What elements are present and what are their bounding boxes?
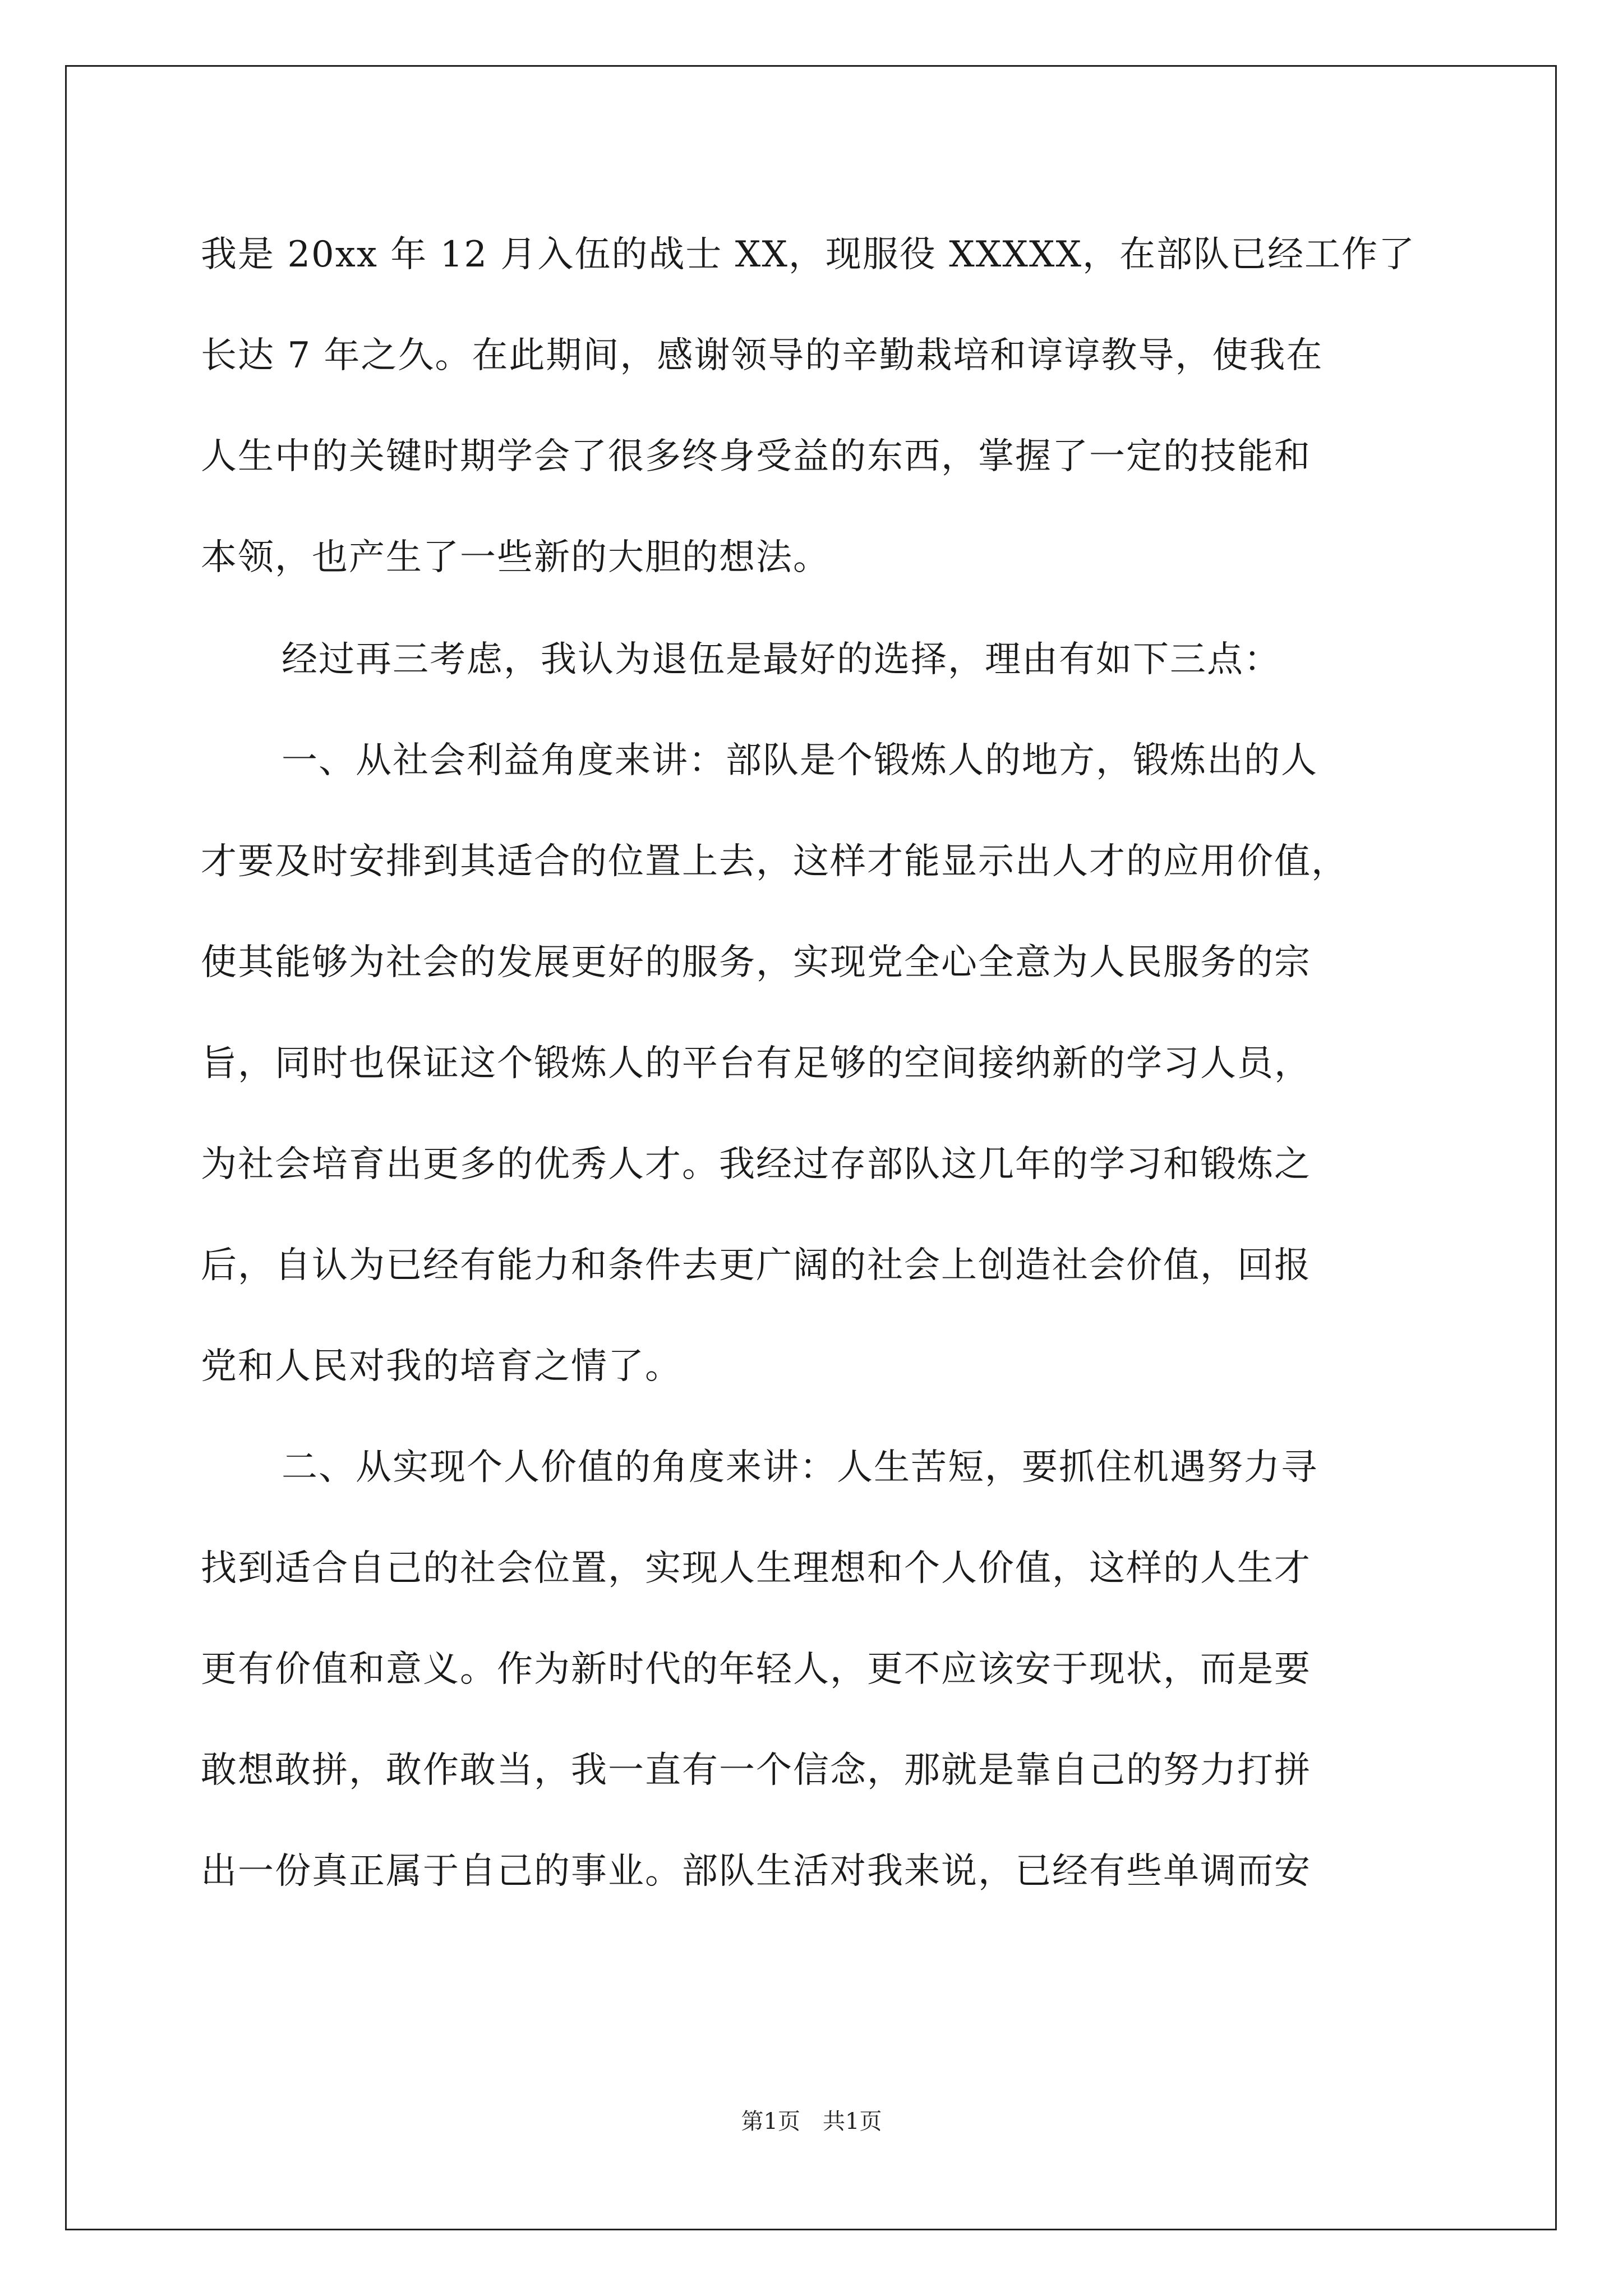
- paragraph-line: 才要及时安排到其适合的位置上去，这样才能显示出人才的应用价值，: [201, 841, 1348, 882]
- paragraph-line: 使其能够为社会的发展更好的服务，实现党全心全意为人民服务的宗: [201, 942, 1311, 983]
- paragraph-line: 人生中的关键时期学会了很多终身受益的东西，掌握了一定的技能和: [201, 436, 1311, 477]
- paragraph-line: 敢想敢拼，敢作敢当，我一直有一个信念，那就是靠自己的努力打拼: [201, 1750, 1311, 1791]
- paragraph-line: 找到适合自己的社会位置，实现人生理想和个人价值，这样的人生才: [201, 1548, 1311, 1589]
- paragraph-line: 一、从社会利益角度来讲：部队是个锻炼人的地方，锻炼出的人: [282, 740, 1318, 781]
- paragraph-line: 出一份真正属于自己的事业。部队生活对我来说，已经有些单调而安: [201, 1851, 1311, 1892]
- paragraph-line: 更有价值和意义。作为新时代的年轻人，更不应该安于现状，而是要: [201, 1649, 1311, 1690]
- paragraph-line: 党和人民对我的培育之情了。: [201, 1346, 682, 1387]
- paragraph-line: 我是 20xx 年 12 月入伍的战士 XX，现服役 XXXXX，在部队已经工作了: [201, 234, 1416, 275]
- paragraph-line: 本领，也产生了一些新的大胆的想法。: [201, 537, 830, 578]
- paragraph-line: 二、从实现个人价值的角度来讲：人生苦短，要抓住机遇努力寻: [282, 1447, 1318, 1488]
- paragraph-line: 经过再三考虑，我认为退伍是最好的选择，理由有如下三点：: [282, 639, 1281, 680]
- paragraph-line: 旨，同时也保证这个锻炼人的平台有足够的空间接纳新的学习人员，: [201, 1043, 1311, 1084]
- paragraph-line: 后，自认为已经有能力和条件去更广阔的社会上创造社会价值，回报: [201, 1245, 1311, 1286]
- page-number: 第1页 共1页: [741, 2109, 882, 2134]
- paragraph-line: 长达 7 年之久。在此期间，感谢领导的辛勤栽培和谆谆教导，使我在: [201, 335, 1324, 376]
- paragraph-line: 为社会培育出更多的优秀人才。我经过存部队这几年的学习和锻炼之: [201, 1144, 1311, 1185]
